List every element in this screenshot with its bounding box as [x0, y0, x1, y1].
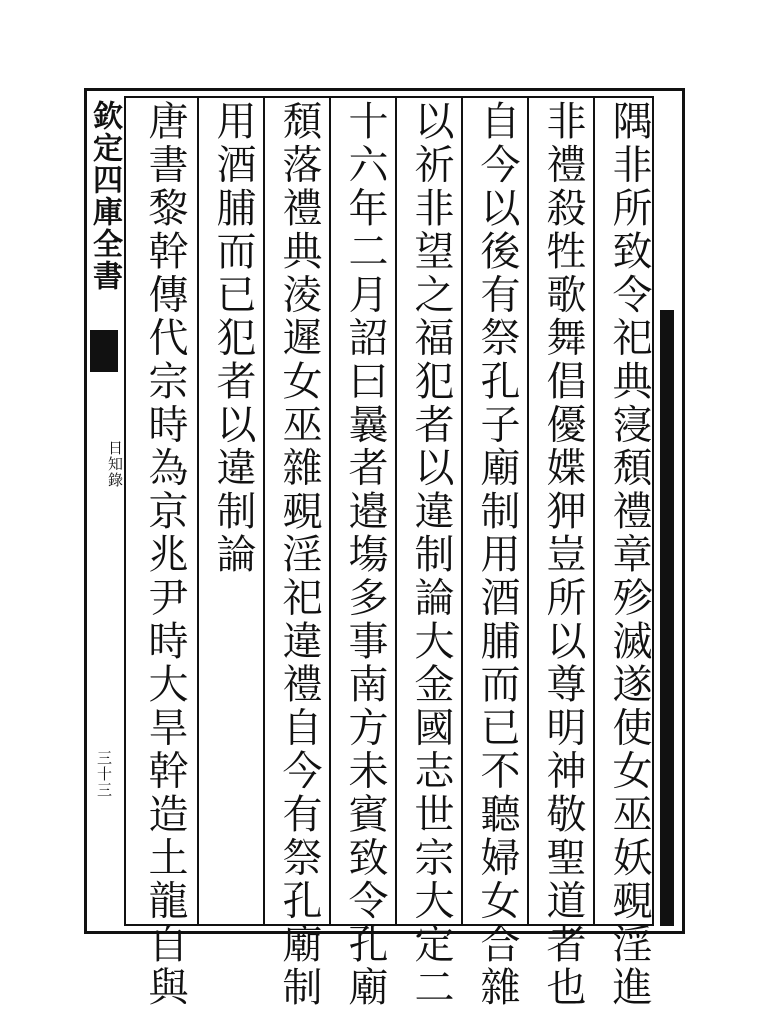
- text-column-8: 唐書黎幹傳代宗時為京兆尹時大旱幹造土龍自與: [142, 100, 188, 1010]
- text-column-6: 頹落禮典淩遲女巫雜覡淫祀違禮自今有祭孔廟制: [276, 100, 322, 1010]
- text-column-4: 以祈非望之福犯者以違制論大金國志世宗大定二: [408, 100, 454, 1010]
- text-column-1: 隅非所致令祀典寖頹禮章殄滅遂使女巫妖覡淫進: [606, 100, 652, 1010]
- fish-tail-mark: [90, 330, 118, 372]
- right-border-bar: [660, 310, 674, 926]
- page-number: 三十三: [95, 750, 113, 798]
- book-title: 日知錄: [106, 440, 124, 488]
- collection-title: 欽定四庫全書: [87, 100, 122, 292]
- text-column-7: 用酒脯而已犯者以違制論: [210, 100, 256, 577]
- text-column-5: 十六年二月詔曰曩者邉塲多事南方未賓致令孔廟: [342, 100, 388, 1010]
- text-column-3: 自今以後有祭孔子廟制用酒脯而已不聽婦女合雜: [474, 100, 520, 1010]
- column-divider: [197, 97, 199, 925]
- text-column-2: 非禮殺牲歌舞倡優媟狎豈所以尊明神敬聖道者也: [540, 100, 586, 1010]
